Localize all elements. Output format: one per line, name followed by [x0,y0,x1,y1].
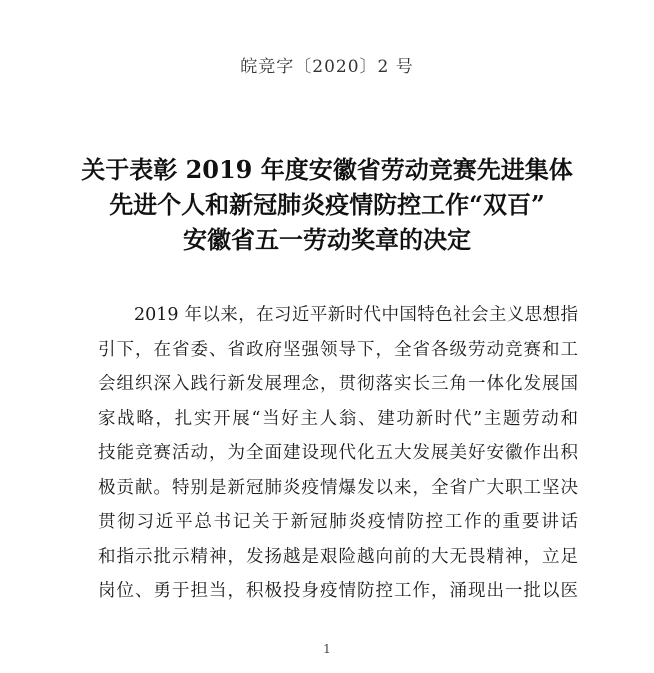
body-line: 会组织深入践行新发展理念，贯彻落实长三角一体化发展国 [98,374,578,394]
body-line: 贯彻习近平总书记关于新冠肺炎疫情防控工作的重要讲话 [98,512,578,532]
title-line: 先进个人和新冠肺炎疫情防控工作“双百” [109,190,545,219]
title-line: 关于表彰 2019 年度安徽省劳动竞赛先进集体 [81,155,573,184]
page-number: 1 [323,642,331,656]
document-title [0,152,654,257]
body-paragraph [98,298,578,609]
body-line: 2019 年以来，在习近平新时代中国特色社会主义思想指 [134,305,578,325]
body-line: 家战略，扎实开展“当好主人翁、建功新时代”主题劳动和 [98,408,578,429]
body-line: 技能竞赛活动，为全面建设现代化五大发展美好安徽作出积 [98,443,578,463]
body-line: 极贡献。特别是新冠肺炎疫情爆发以来，全省广大职工坚决 [98,477,578,498]
title-line: 安徽省五一劳动奖章的决定 [183,225,471,254]
document-number: 皖竞字〔2020〕2 号 [240,57,414,77]
body-line: 岗位、勇于担当，积极投身疫情防控工作，涌现出一批以医 [98,581,578,601]
body-line: 和指示批示精神，发扬越是艰险越向前的大无畏精神，立足 [98,546,578,567]
body-line: 引下，在省委、省政府坚强领导下，全省各级劳动竞赛和工 [98,339,578,360]
